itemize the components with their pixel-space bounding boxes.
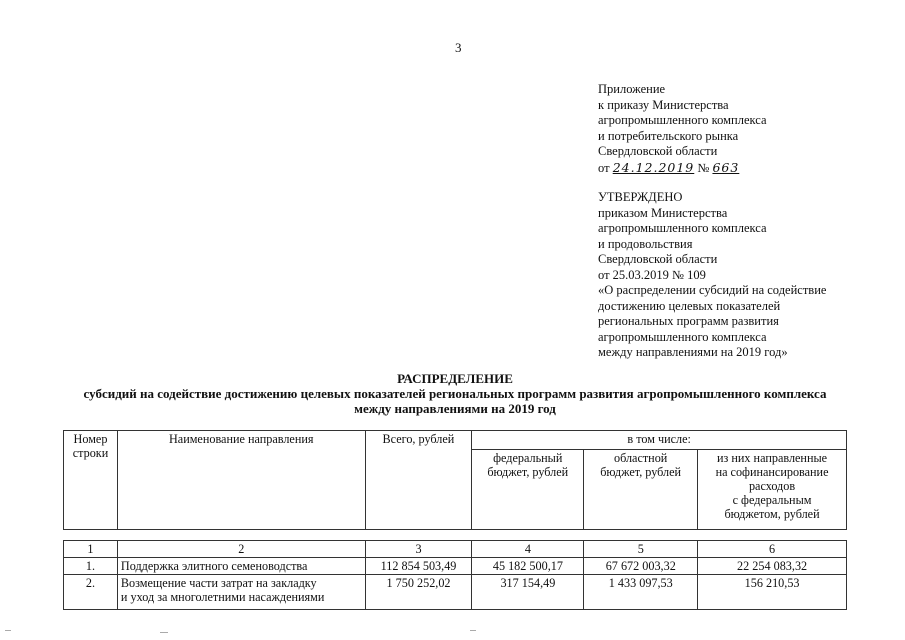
header-name: Наименование направления [117,431,365,530]
row-cofinancing: 22 254 083,32 [698,558,847,575]
scan-mark [160,632,168,633]
row-total: 1 750 252,02 [365,575,472,610]
appendix-line: и потребительского рынка [598,128,739,143]
approved-line: «О распределении субсидий на содействие [598,283,827,297]
row-cofinancing: 156 210,53 [698,575,847,610]
row-federal: 45 182 500,17 [472,558,584,575]
handwritten-date: 24.12.2019 [612,159,695,175]
appendix-line: к приказу Министерства [598,97,729,112]
scan-mark [470,630,476,631]
header-cofinancing: из них направленные на софинансирование расходов с федеральным бюджетом, рублей [698,449,847,529]
header-row-number: Номер строки [64,431,118,530]
appendix-block [598,82,767,176]
title-line: между направлениями на 2019 год [354,401,556,416]
approved-line: Свердловской области [598,252,718,266]
header-table [63,430,847,530]
row-name: Поддержка элитного семеноводства [117,558,365,575]
approved-line: УТВЕРЖДЕНО [598,190,683,204]
column-number: 2 [117,541,365,558]
appendix-line: Приложение [598,82,666,96]
row-number: 1. [64,558,118,575]
approved-line: достижению целевых показателей [598,298,781,313]
approved-line: региональных программ развития [598,314,779,328]
appendix-date-line [598,160,767,177]
approved-line: между направлениями на 2019 год» [598,345,788,359]
table-row [64,558,847,575]
approved-line: агропромышленного комплекса [598,221,767,235]
approved-line: от 25.03.2019 № 109 [598,267,706,282]
approved-block [598,190,826,361]
data-table [63,540,847,610]
column-number: 6 [698,541,847,558]
handwritten-number: 663 [712,159,740,175]
number-prefix: № [697,160,710,175]
appendix-line: агропромышленного комплекса [598,113,767,127]
column-number: 1 [64,541,118,558]
title-heading: РАСПРЕДЕЛЕНИЕ [397,371,513,386]
row-federal: 317 154,49 [472,575,584,610]
header-total: Всего, рублей [365,431,472,530]
header-including: в том числе: [472,431,847,450]
column-number: 5 [584,541,698,558]
row-regional: 67 672 003,32 [584,558,698,575]
header-federal: федеральный бюджет, рублей [472,449,584,529]
approved-line: агропромышленного комплекса [598,329,767,344]
document-title [50,371,860,416]
approved-line: и продовольствия [598,236,693,251]
column-number: 3 [365,541,472,558]
appendix-line: Свердловской области [598,144,718,158]
header-regional: областной бюджет, рублей [584,449,698,529]
scan-mark [5,630,11,631]
column-number-row [64,541,847,558]
row-number: 2. [64,575,118,610]
row-name: Возмещение части затрат на закладку и уход за многолетними насаждениями [117,575,365,610]
row-total: 112 854 503,49 [365,558,472,575]
row-regional: 1 433 097,53 [584,575,698,610]
date-prefix: от [598,160,610,175]
page-number: 3 [455,40,462,55]
title-line: субсидий на содействие достижению целевых показателей региональных программ развития агропромышленного комплекса [83,386,827,401]
table-row [64,575,847,610]
approved-line: приказом Министерства [598,205,728,220]
column-number: 4 [472,541,584,558]
